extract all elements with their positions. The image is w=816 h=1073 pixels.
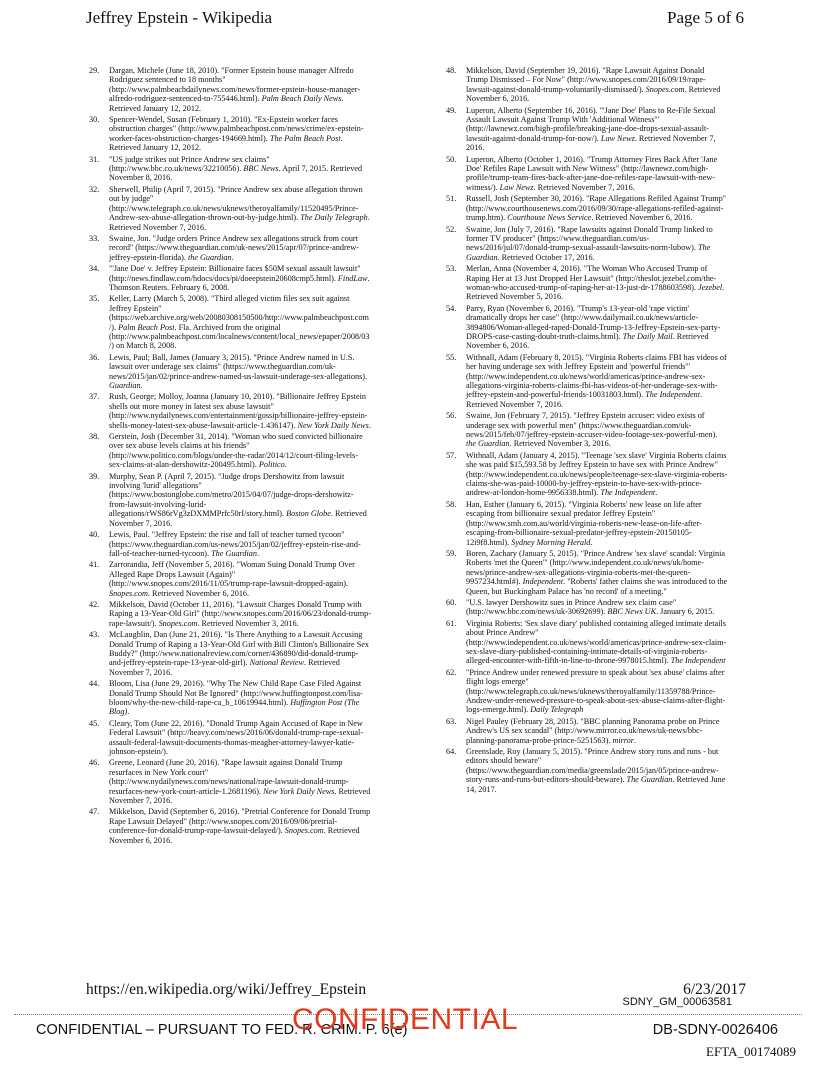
reference-item	[89, 560, 371, 598]
reference-tail: . Retrieved November 6, 2016.	[147, 588, 250, 598]
reference-tail: .	[590, 537, 593, 547]
reference-number: 35.	[89, 294, 100, 304]
reference-item	[446, 598, 728, 617]
reference-item	[89, 432, 371, 470]
reference-source: FindLaw	[337, 273, 368, 283]
reference-number: 29.	[89, 66, 100, 75]
reference-item	[446, 619, 728, 666]
reference-text: Merlan, Anna (November 4, 2016). "The Woman Who Accused Trump of Raping Her at 13 Just Dropped Her Lawsuit" (http://theslot.jezebel.com/the-woman-who-accused-trump-of-raping-her-at-13-just-dr-1788603598).	[466, 264, 717, 292]
reference-text: Greenslade, Roy (January 5, 2015). "Prince Andrew story runs and runs - but editors should beware" (https://www.theguardian.com/media/greenslade/2015/jan/05/prince-andrew-story-runs-and-runs-but-editors-should-beware).	[466, 747, 719, 785]
reference-number: 43.	[89, 630, 100, 640]
reference-text: Lewis, Paul; Ball, James (January 3, 2015). "Prince Andrew named in U.S. lawsuit over underage sex claims" (https://www.theguardian.com/uk-news/2015/jan/02/prince-andrew-named-us-lawsuit-underage-sex-allegations).	[109, 352, 368, 381]
references-column-right	[446, 66, 728, 796]
reference-item	[89, 264, 371, 292]
reference-number: 31.	[89, 154, 100, 164]
reference-item	[89, 719, 371, 757]
reference-tail: . Retrieved January 12, 2012.	[109, 94, 344, 113]
reference-tail: .	[127, 707, 130, 717]
reference-number: 33.	[89, 233, 100, 243]
reference-source: The Daily Telegraph	[300, 213, 368, 223]
reference-tail: . Retrieved November 7, 2016.	[109, 213, 370, 232]
reference-item	[89, 115, 371, 153]
reference-item	[89, 185, 371, 232]
reference-number: 40.	[89, 530, 100, 540]
reference-source: The Independent	[600, 488, 656, 498]
reference-item	[89, 472, 371, 528]
reference-item	[446, 353, 728, 409]
reference-item	[446, 264, 728, 302]
reference-item	[89, 155, 371, 183]
reference-text: Bloom, Lisa (June 29, 2016). "Why The New Child Rape Case Filed Against Donald Trump Should Not Be Ignored" (http://www.huffingtonpost.com/lisa-bloom/why-the-new-child-rape-ca_b_10619944.html).	[109, 679, 363, 707]
reference-source: BBC News	[243, 164, 279, 174]
reference-item	[446, 451, 728, 498]
page-number: Page 5 of 6	[667, 8, 744, 27]
reference-tail: . Fla. Archived from the original (http://www.palmbeachpost.com/localnews/content/local_news/epaper/2008/03/) on March 8, 2008.	[109, 322, 370, 351]
reference-item	[89, 807, 371, 845]
reference-text: McLaughlin, Dan (June 21, 2016). "Is There Anything to a Lawsuit Accusing Donald Trump of Raping a 13-Year-Old Girl with Bill Clinton's Billionaire Sex Buddy?" (http://www.nationalreview.com/corner/436890/did-donald-trump-and-jeffrey-epstein-rape-13-year-old-girl).	[109, 630, 369, 668]
reference-number: 53.	[446, 264, 457, 274]
reference-source: Courthouse News Service	[507, 213, 592, 223]
reference-source: The Guardian	[211, 548, 257, 558]
reference-item	[89, 66, 371, 113]
reference-tail: . Retrieved November 7, 2016.	[466, 133, 716, 153]
reference-text: Mikkelson, David (September 6, 2016). "Pretrial Conference for Donald Trump Rape Lawsuit Delayed" (http://www.snopes.com/2016/09/06/pretrial-conference-for-donald-trump-rape-lawsuit-delayed/).	[109, 807, 371, 836]
reference-item	[89, 392, 371, 430]
confidential-notice: CONFIDENTIAL – PURSUANT TO FED. R. CRIM. P. 6(e)	[36, 1022, 408, 1038]
reference-source: Huffington Post (The Blog)	[109, 698, 360, 717]
reference-tail: . Retrieved November 7, 2016.	[109, 658, 340, 677]
reference-source: Sydney Morning Herald	[511, 537, 591, 547]
reference-source: Palm Beach Post	[118, 322, 175, 332]
reference-number: 32.	[89, 184, 100, 194]
reference-number: 49.	[446, 105, 457, 115]
reference-number: 38.	[89, 432, 100, 442]
reference-text: Russell, Josh (September 30, 2016). "Rape Allegations Refiled Against Trump" (http://www.courthousenews.com/2016/09/30/rape-allegations-refiled-against-trump.htm).	[466, 194, 727, 223]
reference-text: Rush, George; Molloy, Joanna (January 10, 2010). "Billionaire Jeffrey Epstein shells out more money in latest sex abuse lawsuit" (http://www.nydailynews.com/entertainment/gossip/billionaire-jeffrey-epstein-shells-money-latest-sex-abuse-lawsuit-article-1.436147).	[109, 392, 368, 430]
reference-number: 45.	[89, 718, 100, 728]
reference-source: The Independent	[670, 656, 726, 666]
reference-item	[446, 747, 728, 794]
reference-item	[89, 530, 371, 558]
bates-number-db: DB-SDNY-0026406	[652, 1022, 778, 1038]
reference-text: Gerstein, Josh (December 31, 2014). "Woman who sued convicted billionaire over sex abuse levels claims at his friends" (http://www.politico.com/blogs/under-the-radar/2014/12/court-filing-levels-sex-claims-at-alan-dershowitz-200495.html).	[109, 432, 363, 470]
reference-tail: . Retrieved November 6, 2016.	[591, 213, 693, 223]
reference-source: mirror	[612, 735, 634, 745]
reference-text: Zarrorandia, Jeff (November 5, 2016). "Woman Suing Donald Trump Over Alleged Rape Drops Lawsuit (Again)" (http://www.snopes.com/2016/11/05/trump-rape-lawsuit-dropped-again).	[109, 560, 355, 589]
reference-source: the Guardian	[466, 439, 510, 449]
reference-tail: . Retrieved November 3, 2016.	[197, 618, 299, 628]
reference-text: Greene, Leonard (June 20, 2016). "Rape lawsuit against Donald Trump resurfaces in New York court" (http://www.nydailynews.com/news/national/rape-lawsuit-donald-trump-resurfaces-new-york-court-article-1.2681196).	[109, 758, 349, 796]
reference-item	[89, 234, 371, 262]
reference-source: New York Daily News	[263, 786, 335, 796]
reference-text: Cleary, Tom (June 22, 2016). "Donald Trump Again Accused of Rape in New Federal Lawsuit" (http://heavy.com/news/2016/06/donald-trump-rape-sexual-assault-federal-lawsuit-documents-thomas-meagher-attorney-lawyer-katie-johnson-epstein/).	[109, 718, 364, 757]
reference-number: 51.	[446, 194, 457, 204]
reference-source: Law Newz	[499, 182, 534, 192]
reference-item	[89, 600, 371, 628]
reference-tail: . Retrieved November 5, 2016.	[466, 282, 725, 302]
reference-source: Snopes.com	[645, 84, 685, 94]
reference-number: 64.	[446, 747, 457, 757]
reference-source: The Guardian	[626, 775, 673, 785]
reference-tail: . Retrieved November 6, 2016.	[109, 826, 360, 845]
reference-item	[446, 66, 728, 104]
reference-tail: .	[140, 381, 143, 390]
reference-source: New York Daily News	[297, 420, 369, 430]
reference-source: Independent	[522, 577, 564, 587]
reference-tail: . Retrieved November 7, 2016.	[466, 390, 703, 409]
reference-tail: . Retrieved November 7, 2016.	[109, 509, 367, 528]
reference-tail: . Retrieved January 12, 2012.	[109, 133, 343, 153]
reference-text: Mikkelson, David (September 19, 2016). "Rape Lawsuit Against Donald Trump Dismissed – For Now" (http://www.snopes.com/2016/09/19/rape-lawsuit-against-donald-trump-voluntarily-dismissed/).	[466, 66, 706, 94]
reference-tail: .	[284, 460, 287, 470]
reference-source: BBC News UK	[607, 607, 657, 617]
reference-number: 57.	[446, 450, 457, 460]
reference-source: Palm Beach Daily News	[261, 94, 342, 104]
reference-source: Snopes.com	[284, 826, 324, 836]
reference-text: Sherwell, Philip (April 7, 2015). "Prince Andrew sex abuse allegation thrown out by judge" (http://www.telegraph.co.uk/news/uknews/theroyalfamily/11520495/Prince-Andrew-sex-abuse-allegation-thrown-out-by-judge.html).	[109, 184, 363, 223]
reference-tail: . Retrieved November 7, 2016.	[109, 786, 371, 806]
reference-tail: .	[633, 735, 637, 745]
reference-item	[446, 500, 728, 547]
reference-item	[89, 630, 371, 677]
reference-tail: .	[368, 420, 371, 430]
reference-text: Swaine, Jon (February 7, 2015). "Jeffrey Epstein accuser: video exists of underage sex with powerful men" (https://www.theguardian.com/uk-news/2015/feb/07/jeffrey-epstein-accuser-video-footage-sex-powerful-men).	[466, 411, 718, 440]
reference-tail: .	[257, 548, 260, 558]
reference-text: Spencer-Wendel, Susan (February 1, 2010). "Ex-Epstein worker faces obstruction charges" (http://www.palmbeachpost.com/news/crime/ex-epstein-worker-faces-obstruction-charges-194669.html).	[109, 115, 364, 143]
reference-item	[446, 717, 728, 745]
reference-number: 54.	[446, 303, 457, 313]
reference-number: 46.	[89, 758, 100, 768]
reference-item	[89, 758, 371, 805]
reference-source: Snopes.com	[158, 618, 198, 628]
reference-item	[446, 225, 728, 263]
reference-tail: . Retrieved November 7, 2016.	[533, 182, 635, 192]
reference-item	[446, 194, 728, 222]
references-column-left	[89, 66, 371, 847]
reference-text: Virginia Roberts: 'Sex slave diary' published containing alleged intimate details about Prince Andrew" (http://www.independent.co.uk/news/world/americas/prince-andrew-sex-claim-sex-slave-diary-published-containing-intimate-details-of-virginia-roberts-alleged-encounter-with-fifth-in-line-to-throne-9978015.html).	[466, 618, 727, 666]
reference-text: Nigel Pauley (February 28, 2015). "BBC planning Panorama probe on Prince Andrew's US sex scandal" (http://www.mirror.co.uk/news/uk-news/bbc-planning-panorama-probe-prince-5251563).	[466, 716, 720, 745]
reference-number: 52.	[446, 224, 457, 234]
reference-source: Snopes.com	[109, 588, 148, 598]
reference-item	[446, 155, 728, 193]
bates-number-efta: EFTA_00174089	[706, 1044, 796, 1059]
reference-text: Murphy, Sean P. (April 7, 2015). "Judge drops Dershowitz from lawsuit involving 'lurid' allegations" (https://www.bostonglobe.com/metro/2015/04/07/judge-drops-dershowitz-from-lawsuit-involving-lurid-allegations/rWS86rVg3zDXMMPrfc50rI/story.html).	[109, 471, 354, 519]
reference-source: Daily Telegraph	[530, 705, 584, 715]
reference-tail: . "Roberts' father claims she was introduced to the Queen, but Buckingham Palace has 'no record' of a meeting."	[466, 577, 728, 596]
reference-text: Withnall, Adam (February 8, 2015). "Virginia Roberts claims FBI has videos of her having underage sex with Jeffrey Epstein and 'powerful friends'" (http://www.independent.co.uk/news/world/americas/prince-andrew-sex-allegations-virginia-roberts-claims-fbi-has-videos-of-her-underage-sex-with-jeffrey-epstein-and-powerful-friends-10031803.html).	[466, 352, 727, 400]
reference-number: 48.	[446, 66, 457, 75]
reference-text: Boren, Zachary (January 5, 2015). "Prince Andrew 'sex slave' scandal: Virginia Roberts 'met the Queen'" (http://www.independent.co.uk/news/uk/home-news/prince-andrew-sex-allegations-virginia-roberts-met-the-queen-9957234.html#).	[466, 548, 726, 587]
reference-tail: .	[655, 488, 658, 498]
reference-text: Keller, Larry (March 5, 2008). "Third alleged victim files sex suit against Jeffrey Epstein" (https://web.archive.org/web/20080308150500/http://www.palmbeachpost.com/).	[109, 294, 369, 332]
reference-source: The Independent	[645, 390, 701, 400]
reference-text: "Prince Andrew under renewed pressure to speak about 'sex abuse' claims after flight logs emerge" (http://www.telegraph.co.uk/news/uknews/theroyalfamily/11359788/Prince-Andrew-under-renewed-pressure-to-speak-about-sex-abuse-claims-after-flight-logs-emerge.html).	[466, 667, 726, 715]
reference-source: The Guardian	[466, 243, 711, 262]
reference-number: 56.	[446, 411, 457, 421]
reference-tail: .	[231, 252, 234, 262]
reference-text: "US judge strikes out Prince Andrew sex claims" (http://www.bbc.co.uk/news/32210056).	[109, 154, 270, 174]
confidential-stamp: CONFIDENTIAL	[292, 1003, 519, 1036]
reference-number: 41.	[89, 560, 100, 570]
reference-text: Luperon, Alberto (October 1, 2016). "Trump Attorney Fires Back After 'Jane Doe' Refiles Rape Lawsuit with New Witness" (http://lawnewz.com/high-profile/trump-team-fires-back-after-jane-doe-refiles-rape-lawsuit-with-new-witness/).	[466, 154, 718, 192]
reference-text: Lewis, Paul. "Jeffrey Epstein: the rise and fall of teacher turned tycoon" (https://www.theguardian.com/us-news/2015/jan/02/jeffrey-epstein-rise-and-fall-of-teacher-turned-tycoon).	[109, 530, 361, 558]
reference-number: 58.	[446, 499, 457, 509]
reference-tail: . Retrieved June 14, 2017.	[466, 775, 726, 794]
reference-source: Law Newz	[600, 133, 635, 143]
reference-text: Mikkelson, David (October 11, 2016). "Lawsuit Charges Donald Trump with Raping a 13-Year-Old Girl" (http://www.snopes.com/2016/06/23/donald-trump-rape-lawsuit/).	[109, 599, 371, 628]
reference-number: 61.	[446, 618, 457, 628]
reference-item	[89, 294, 371, 350]
print-date: 6/23/2017	[683, 981, 746, 998]
reference-number: 37.	[89, 392, 100, 402]
reference-tail: . Retrieved November 6, 2016.	[466, 84, 721, 104]
reference-text: "'Jane Doe' v. Jeffrey Epstein: Billionaire faces $50M sexual assault lawsuit" (http://news.findlaw.com/hdocs/docs/pi/doeepstein20608cmp5.html).	[109, 264, 361, 283]
reference-text: Han, Esther (January 6, 2015). "Virginia Roberts' new lease on life after escaping from billionaire sexual predator Jeffrey Epstein" (http://www.smh.com.au/world/virginia-roberts-new-lease-on-life-after-escaping-from-billionaire-sexual-predator-jeffrey-epstein-20150105-12i9f8.html).	[466, 499, 702, 547]
reference-number: 30.	[89, 115, 100, 125]
page-url: https://en.wikipedia.org/wiki/Jeffrey_Epstein	[86, 981, 367, 998]
reference-number: 50.	[446, 154, 457, 164]
reference-number: 36.	[89, 352, 100, 362]
reference-number: 63.	[446, 716, 457, 726]
reference-source: Politico	[258, 460, 285, 470]
bates-number-sdny-gm: SDNY_GM_00063581	[622, 996, 732, 1008]
reference-source: Guardian	[109, 381, 141, 390]
page-header-title: Jeffrey Epstein - Wikipedia	[86, 8, 273, 27]
reference-item	[446, 411, 728, 449]
reference-tail: . Thomson Reuters. February 6, 2008.	[109, 273, 370, 292]
reference-number: 44.	[89, 679, 100, 689]
reference-source: The Daily Mail	[622, 331, 673, 341]
reference-text: Luperon, Alberto (September 16, 2016). "'Jane Doe' Plans to Re-File Sexual Assault Lawsuit Against Trump With 'Additional Witness'" (http://lawnewz.com/high-profile/breaking-jane-doe-drops-sexual-assault-lawsuit-against-donald-trump-for-now/).	[466, 105, 716, 143]
reference-item	[446, 106, 728, 153]
reference-number: 55.	[446, 352, 457, 362]
reference-item	[446, 304, 728, 351]
reference-text: "U.S. lawyer Dershowitz sues in Prince Andrew sex claim case" (http://www.bbc.com/news/uk-30692699).	[466, 597, 677, 617]
reference-source: the Guardian	[187, 252, 232, 262]
reference-number: 60.	[446, 597, 457, 607]
reference-source: National Review	[249, 658, 304, 668]
reference-item	[89, 679, 371, 717]
reference-number: 59.	[446, 548, 457, 558]
reference-number: 39.	[89, 471, 100, 481]
reference-number: 47.	[89, 807, 100, 817]
reference-tail: . January 6, 2015.	[656, 607, 715, 617]
reference-number: 42.	[89, 599, 100, 609]
reference-text: Parry, Ryan (November 6, 2016). "Trump's 13-year-old 'rape victim' dramatically drops her case" (http://www.dailymail.co.uk/news/article-3894806/Woman-alleged-raped-Donald-Trump-13-Jeffrey-Epstein-sex-party-DROPS-case-casting-doubt-truth-claims.html).	[466, 303, 721, 341]
reference-number: 34.	[89, 264, 100, 274]
reference-item	[446, 668, 728, 715]
reference-tail: . Retrieved October 17, 2016.	[497, 252, 595, 262]
reference-text: Swaine, Jon (July 7, 2016). "Rape lawsuits against Donald Trump linked to former TV producer" (https://www.theguardian.com/us-news/2016/jul/07/donald-trump-sexual-assault-lawsuits-norm-lubow).	[466, 224, 713, 253]
reference-tail: . April 7, 2015. Retrieved November 8, 2016.	[109, 164, 363, 183]
reference-text: Dargan, Michele (June 18, 2010). "Former Epstein house manager Alfredo Rodriguez sentenced to 18 months" (http://www.palmbeachdailynews.com/news/former-epstein-house-manager-alfredo-rodriguez-sentenced-to-755446.html).	[109, 66, 361, 104]
reference-text: Withnall, Adam (January 4, 2015). "Teenage 'sex slave' Virginia Roberts claims she was paid $15,593.58 by Jeffrey Epstein to have sex with Prince Andrew" (http://www.independent.co.uk/news/people/teenage-sex-slave-virginia-roberts-claims-she-was-paid-10000-by-jeffrey-epstein-to-have-sex-with-prince-andrew-at-london-home-9956338.html).	[466, 450, 728, 498]
reference-source: The Palm Beach Post	[269, 133, 341, 143]
reference-source: Jezebel	[698, 282, 723, 292]
reference-tail: . Retrieved November 6, 2016.	[466, 331, 709, 351]
reference-tail: . Retrieved November 3, 2016.	[509, 439, 611, 449]
reference-item	[446, 549, 728, 596]
reference-item	[89, 353, 371, 391]
reference-text: Swaine, Jon. "Judge orders Prince Andrew sex allegations struck from court record" (https://www.theguardian.com/uk-news/2015/apr/07/prince-andrew-jeffrey-epstein-florida).	[109, 233, 359, 262]
reference-source: Boston Globe	[286, 509, 331, 519]
reference-number: 62.	[446, 667, 457, 677]
